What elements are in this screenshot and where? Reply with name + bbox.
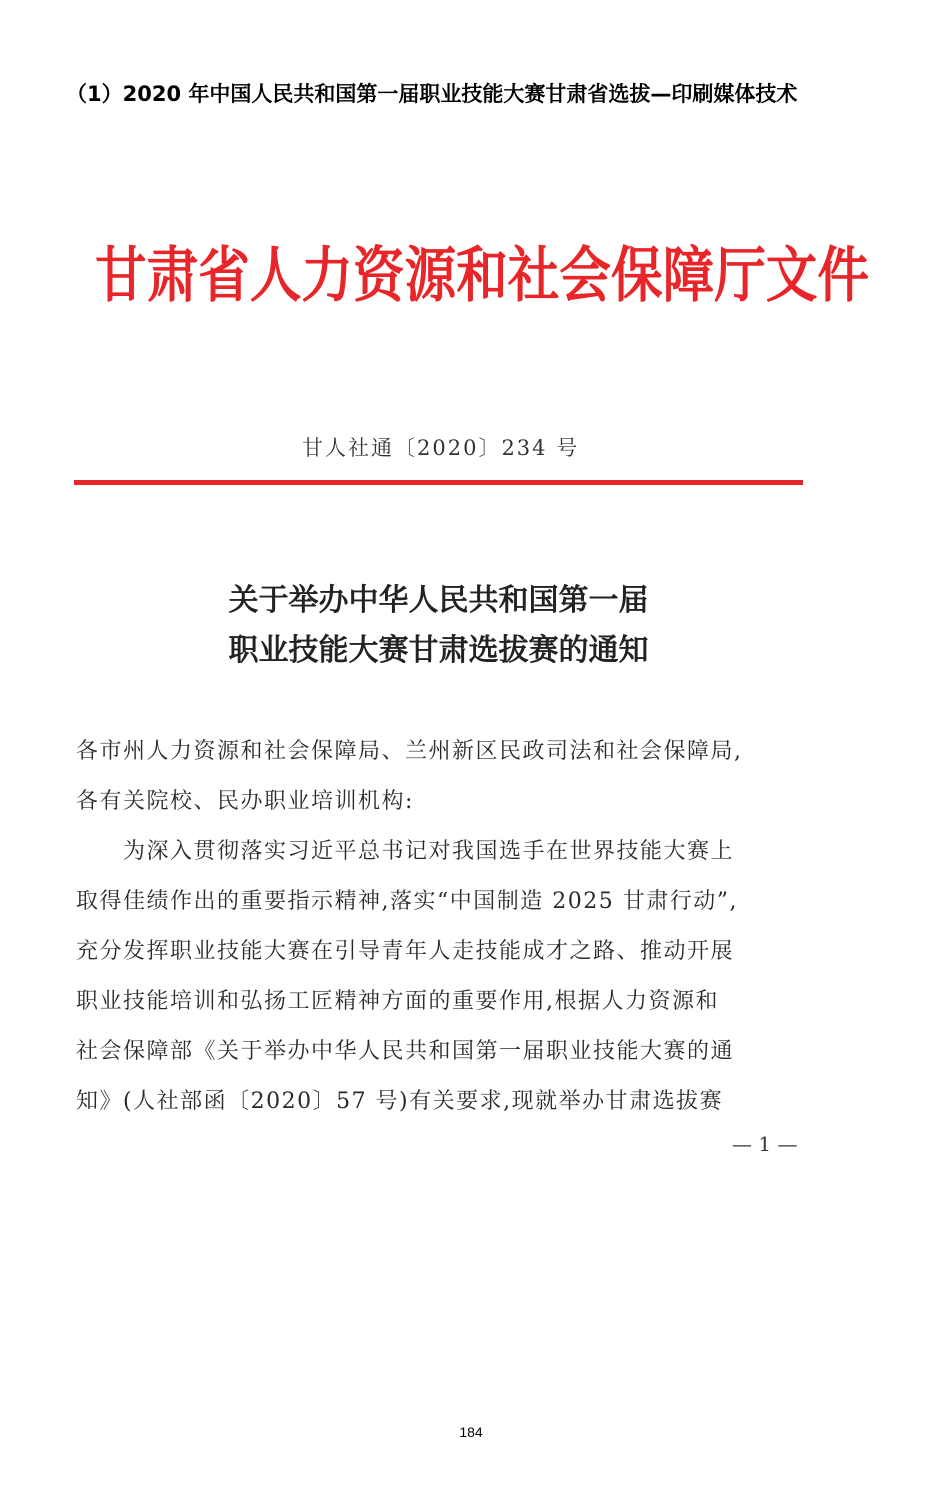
body-line: 职业技能培训和弘扬工匠精神方面的重要作用,根据人力资源和 <box>76 989 719 1014</box>
body-line: 各有关院校、民办职业培训机构: <box>76 789 414 814</box>
red-divider-line <box>74 480 803 485</box>
body-line: 为深入贯彻落实习近平总书记对我国选手在世界技能大赛上 <box>76 839 735 864</box>
body-line: 社会保障部《关于举办中华人民共和国第一届职业技能大赛的通 <box>76 1039 735 1064</box>
page-marker: — 1 — <box>732 1132 798 1156</box>
body-line: 各市州人力资源和社会保障局、兰州新区民政司法和社会保障局, <box>76 739 743 764</box>
section-heading: （1）2020 年中国人民共和国第一届职业技能大赛甘肃省选拔—印刷媒体技术 <box>66 82 798 106</box>
document-number: 甘人社通〔2020〕234 号 <box>302 436 580 460</box>
body-line: 知》(人社部函〔2020〕57 号)有关要求,现就举办甘肃选拔赛 <box>76 1089 724 1114</box>
body-line: 取得佳绩作出的重要指示精神,落实“中国制造 2025 甘肃行动”, <box>76 889 738 914</box>
document-header-title: 甘肃省人力资源和社会保障厅文件 <box>95 241 869 311</box>
notice-title-line-1: 关于举办中华人民共和国第一届 <box>228 583 649 618</box>
notice-title <box>74 576 803 676</box>
notice-title-line-2: 职业技能大赛甘肃选拔赛的通知 <box>228 633 649 668</box>
page-number: 184 <box>459 1424 483 1440</box>
body-line: 充分发挥职业技能大赛在引导青年人走技能成才之路、推动开展 <box>76 939 735 964</box>
